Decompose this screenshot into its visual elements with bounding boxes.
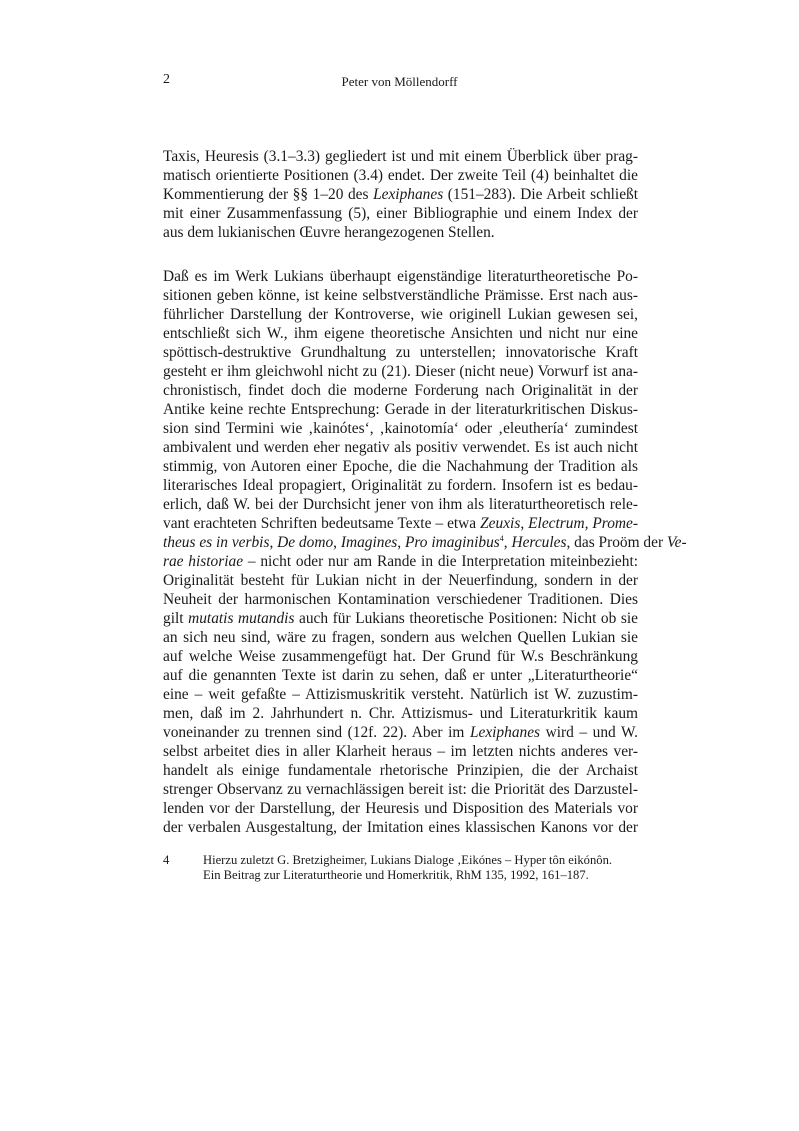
text-line — [163, 761, 638, 780]
text-line — [163, 609, 638, 628]
text-line — [163, 204, 638, 223]
text-line — [163, 166, 638, 185]
text-segment: , — [269, 534, 278, 551]
text-line — [163, 685, 638, 704]
text-line — [163, 438, 638, 457]
italic-text: mutatis mutandis — [188, 610, 295, 627]
text-segment: entschließt sich W., ihm eigene theoretische Ansichten und nicht nur eine — [163, 325, 638, 342]
text-line — [163, 628, 638, 647]
text-line — [163, 666, 638, 685]
text-segment: aus dem lukianischen Œuvre herangezogenen Stellen. — [163, 224, 495, 241]
footnote-reference: 4 — [499, 534, 504, 543]
text-line — [163, 343, 638, 362]
text-segment: ambivalent und werden eher negativ als positiv verwendet. Es ist auch nicht — [163, 439, 638, 456]
footnote-line: Hierzu zuletzt G. Bretzigheimer, Lukians Dialoge ‚Eikónes – Hyper tôn eikónôn. — [203, 853, 613, 867]
italic-text: theus es in verbis — [163, 534, 270, 551]
text-segment: mit einer Zusammenfassung (5), einer Bibliographie und einem Index der — [163, 205, 638, 222]
text-segment: eine – weit gefaßte – Attizismuskritik versteht. Natürlich ist W. zuzustim- — [163, 686, 638, 703]
italic-text: Electrum, Prome- — [528, 515, 638, 532]
text-line — [163, 400, 638, 419]
text-segment: , — [520, 515, 529, 532]
text-line — [163, 305, 638, 324]
text-line — [163, 799, 638, 818]
text-line — [163, 362, 638, 381]
text-segment: wird – und W. — [540, 724, 638, 741]
text-segment: literarisches Ideal propagiert, Originalität zu fordern. Insofern ist es bedau- — [163, 477, 638, 494]
text-segment: erlich, daß W. bei der Durchsicht jener von ihm als literaturtheoretisch rele- — [163, 496, 638, 513]
text-segment: , — [397, 534, 405, 551]
text-segment: vant erachteten Schriften bedeutsame Texte – etwa — [163, 515, 481, 532]
text-segment: Originalität besteht für Lukian nicht in der Neuerfindung, sondern in der — [163, 572, 638, 589]
text-segment: spöttisch-destruktive Grundhaltung zu unterstellen; innovatorische Kraft — [163, 344, 638, 361]
text-segment: lenden vor der Darstellung, der Heuresis und Disposition des Materials vor — [163, 800, 638, 817]
text-segment: führlicher Darstellung der Kontroverse, wie originell Lukian gewesen sei, — [163, 306, 638, 323]
text-segment: men, daß im 2. Jahrhundert n. Chr. Attizismus- und Literaturkritik kaum — [163, 705, 638, 722]
italic-text: Hercules — [511, 534, 567, 551]
text-line — [163, 742, 638, 761]
page-number: 2 — [163, 72, 170, 87]
text-segment: Daß es im Werk Lukians überhaupt eigenständige literaturtheoretische Po- — [163, 268, 638, 285]
text-segment: Taxis, Heuresis (3.1–3.3) gegliedert ist und mit einem Überblick über prag- — [163, 148, 638, 165]
text-line — [163, 147, 638, 166]
paragraph-1 — [163, 147, 638, 242]
text-line — [163, 381, 638, 400]
text-line — [163, 185, 638, 204]
text-line — [163, 457, 638, 476]
text-segment: auch für Lukians theoretische Positionen: Nicht ob sie — [294, 610, 638, 627]
italic-text: Imagines — [340, 534, 398, 551]
text-segment: voneinander zu trennen sind (12f. 22). Aber im — [163, 724, 470, 741]
text-segment: an sich neu sind, wäre zu fragen, sondern aus welchen Quellen Lukian sie — [163, 629, 638, 646]
text-line — [163, 419, 638, 438]
text-segment: auf welche Weise zusammengefügt hat. Der Grund für W.s Beschränkung — [163, 648, 638, 665]
text-line — [163, 552, 638, 571]
text-line — [163, 704, 638, 723]
text-segment: chronistisch, findet doch die moderne Forderung nach Originalität in der — [163, 382, 638, 399]
text-segment: der verbalen Ausgestaltung, der Imitation eines klassischen Kanons vor der — [163, 819, 638, 836]
text-segment: gesteht er ihm gleichwohl nicht zu (21). Dieser (nicht neue) Vorwurf ist ana- — [163, 363, 638, 380]
italic-text: De domo — [277, 534, 334, 551]
text-segment: handelt als einige fundamentale rhetorische Prinzipien, die der Archaist — [163, 762, 638, 779]
running-head: Peter von Möllendorff — [341, 74, 458, 89]
text-segment: sion sind Termini wie ‚kainótes‘, ‚kainotomía‘ oder ‚eleuthería‘ zumindest — [163, 420, 638, 437]
text-line — [163, 818, 638, 837]
footnote-number: 4 — [163, 853, 170, 867]
italic-text: Zeuxis — [480, 515, 521, 532]
text-segment: Kommentierung der §§ 1–20 des — [163, 186, 374, 203]
text-segment: selbst arbeitet dies in aller Klarheit heraus – im letzten nichts anderes ver- — [163, 743, 638, 760]
text-line — [163, 590, 638, 609]
italic-text: rae historiae — [163, 553, 244, 570]
text-segment: Neuheit der harmonischen Kontamination verschiedener Traditionen. Dies — [163, 591, 638, 608]
text-line — [163, 223, 638, 242]
text-segment: (151–283). Die Arbeit schließt — [443, 186, 638, 203]
footnote-text — [203, 853, 643, 883]
italic-text: Ve- — [666, 534, 687, 551]
text-line — [163, 533, 687, 552]
text-segment: Antike keine rechte Entsprechung: Gerade in der literaturkritischen Diskus- — [163, 401, 638, 418]
text-segment: matisch orientierte Positionen (3.4) endet. Der zweite Teil (4) beinhaltet die — [163, 167, 638, 184]
text-segment: sitionen geben könne, ist keine selbstverständliche Prämisse. Erst nach aus- — [163, 287, 638, 304]
text-line — [163, 495, 638, 514]
text-segment: , — [333, 534, 341, 551]
paragraph-2 — [163, 267, 687, 837]
text-segment: strenger Observanz zu vernachlässigen bereit ist: die Priorität des Darzustel- — [163, 781, 638, 798]
text-segment: stimmig, von Autoren einer Epoche, die die Nachahmung der Tradition als — [163, 458, 638, 475]
italic-text: Lexiphanes — [373, 186, 444, 203]
text-line — [163, 723, 638, 742]
text-line — [163, 647, 638, 666]
text-line — [163, 267, 638, 286]
text-segment: , — [503, 534, 512, 551]
text-line — [163, 476, 638, 495]
italic-text: Pro imaginibus — [404, 534, 500, 551]
text-segment: – nicht oder nur am Rande in die Interpretation miteinbezieht: — [243, 553, 639, 570]
text-segment: auf die genannten Texte ist darin zu sehen, daß er unter „Literaturtheorie“ — [163, 667, 638, 684]
text-line — [163, 571, 638, 590]
italic-text: Lexiphanes — [469, 724, 541, 741]
text-line — [163, 514, 638, 533]
text-segment: gilt — [163, 610, 189, 627]
footnote-line: Ein Beitrag zur Literaturtheorie und Homerkritik, RhM 135, 1992, 161–187. — [203, 868, 589, 882]
text-segment: , das Proöm der — [566, 534, 667, 551]
text-line — [163, 324, 638, 343]
text-line — [163, 780, 638, 799]
text-line — [163, 286, 638, 305]
